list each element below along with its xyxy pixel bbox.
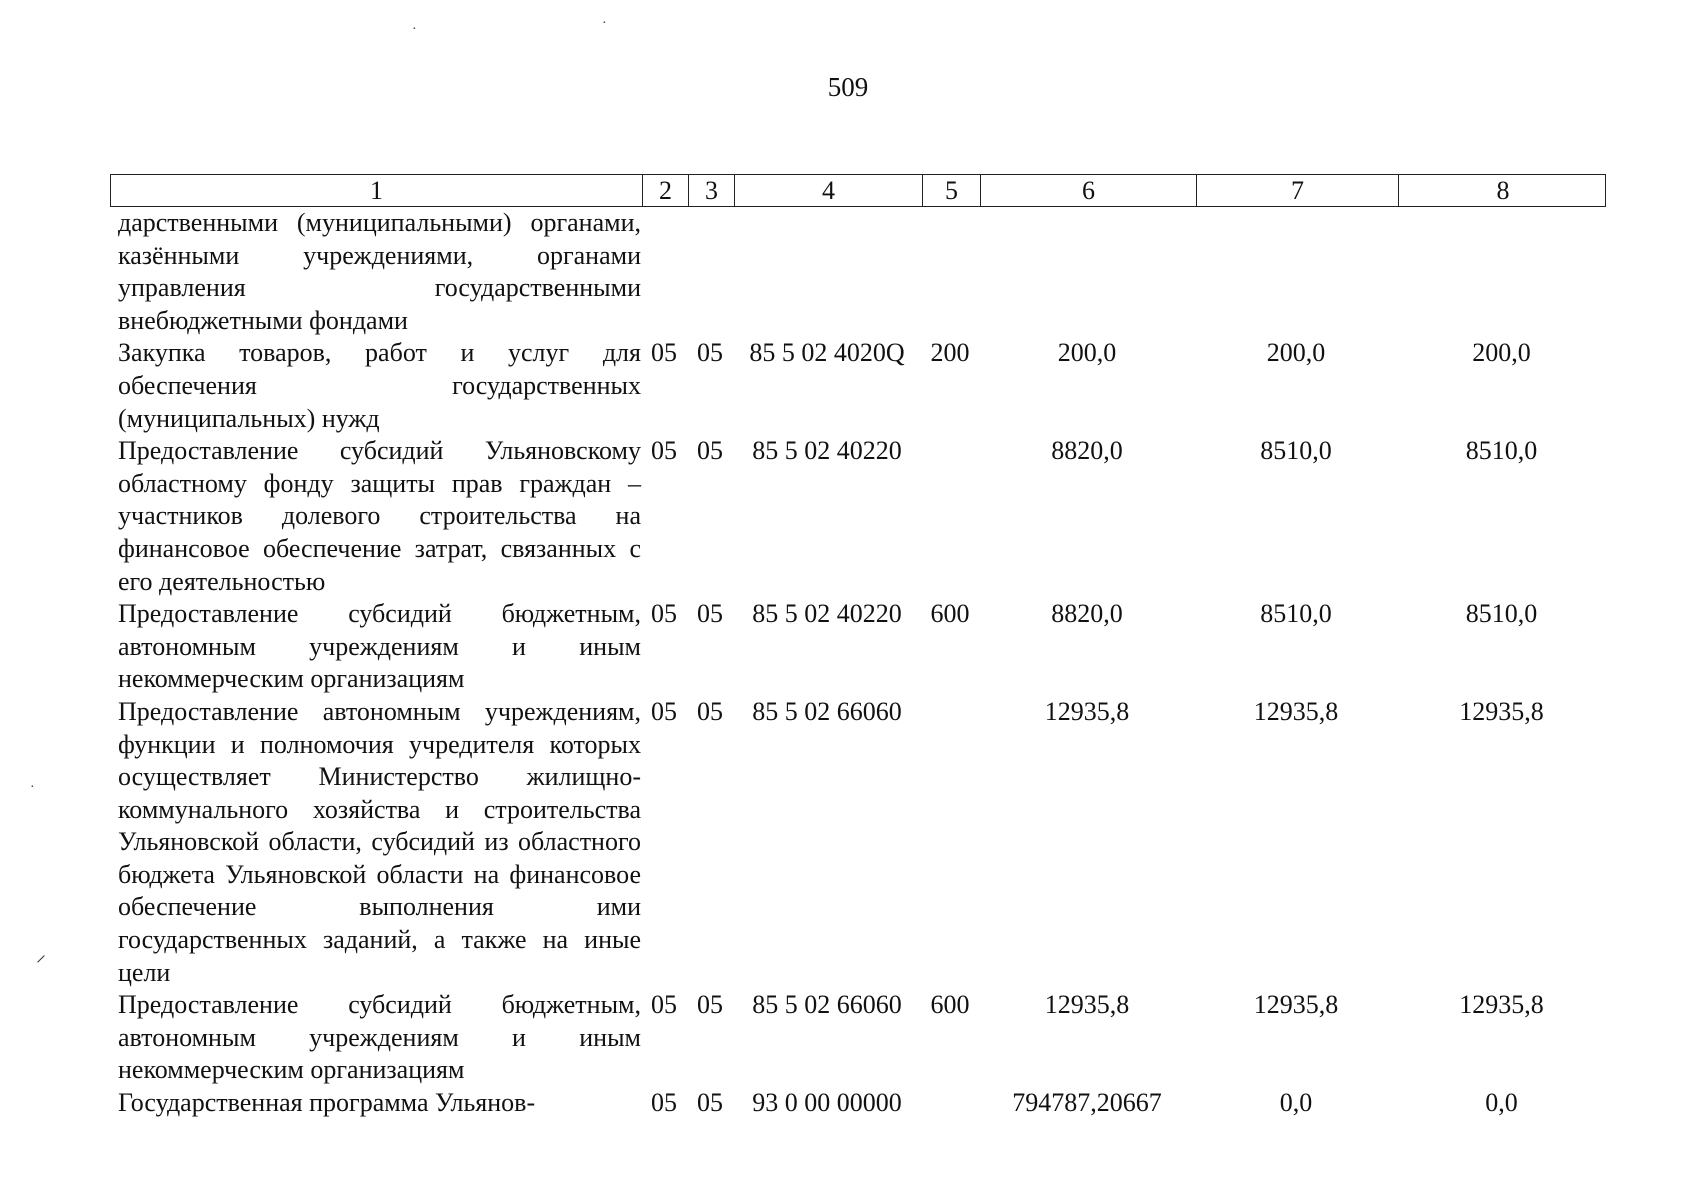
page-number: 509: [827, 72, 869, 102]
row-amount-6: 12935,8: [1044, 696, 1130, 726]
header-cell: 6: [980, 175, 1196, 207]
row-expense-type: 200: [930, 338, 970, 368]
table-row: [110, 1087, 1606, 1120]
scan-speck: ⸝: [36, 944, 46, 966]
row-amount-7: 12935,8: [1253, 696, 1339, 726]
row-name: Предоставление субсидий бюджетным, автономным учреждениям и иным некоммерческим организациям: [118, 599, 641, 694]
row-target-code: 85 5 02 66060: [752, 990, 902, 1020]
row-target-code: [733, 207, 921, 337]
row-subsection: [687, 207, 733, 337]
header-cell: 7: [1196, 175, 1398, 207]
header-cell: 2: [642, 175, 688, 207]
row-amount-8: 12935,8: [1459, 696, 1544, 726]
row-amount-6: 8820,0: [1051, 599, 1123, 629]
row-section: 05: [651, 1088, 677, 1118]
budget-table: [110, 174, 1606, 1120]
row-name: Предоставление субсидий бюджетным, автономным учреждениям и иным некоммерческим организациям: [118, 990, 641, 1085]
row-amount-6: 794787,20667: [1012, 1088, 1162, 1118]
row-section: 05: [651, 436, 677, 466]
row-subsection: 05: [697, 1088, 723, 1118]
row-amount-7: 200,0: [1266, 338, 1326, 368]
row-name: Закупка товаров, работ и услуг для обеспечения государственных (муниципальных) нужд: [118, 338, 641, 433]
row-amount-6: [979, 207, 1195, 337]
row-name: Предоставление субсидий Ульяновскому областному фонду защиты прав граждан – участников долевого строительства на финансовое обеспечение затрат, связанных с его деятельностью: [118, 436, 641, 596]
row-expense-type: 600: [930, 599, 970, 629]
row-subsection: 05: [697, 436, 723, 466]
row-amount-6: 200,0: [1057, 338, 1117, 368]
row-amount-8: 0,0: [1485, 1088, 1518, 1118]
table-row: [110, 696, 1606, 989]
row-amount-7: 12935,8: [1253, 990, 1339, 1020]
table-row: [110, 989, 1606, 1087]
header-cell: 8: [1398, 175, 1607, 207]
row-amount-7: 8510,0: [1260, 436, 1332, 466]
table-header: [110, 174, 1606, 207]
row-subsection: 05: [697, 990, 723, 1020]
row-name: Предоставление автономным учреждениям, функции и полномочия учредителя которых осуществляет Министерство жилищно-коммунального хозяйства и строительства Ульяновской области, субсидий из областного бюджета Ульяновской области на финансовое обеспечение выполнения ими государственных заданий, а также на иные цели: [118, 696, 641, 987]
row-expense-type: [921, 1087, 979, 1120]
table-row: [110, 598, 1606, 696]
row-amount-8: 8510,0: [1465, 599, 1538, 629]
scan-speck: ·: [602, 16, 607, 31]
header-cell: 3: [688, 175, 734, 207]
row-target-code: 93 0 00 00000: [752, 1088, 902, 1118]
row-amount-7: [1195, 207, 1397, 337]
row-section: 05: [651, 599, 677, 629]
row-section: [641, 207, 687, 337]
row-target-code: 85 5 02 4020Q: [749, 338, 905, 368]
table-row: [110, 435, 1606, 598]
row-section: 05: [651, 990, 677, 1020]
row-amount-8: 200,0: [1472, 338, 1531, 368]
row-name: дарственными (муниципальными) органами, казёнными учреждениями, органами управления государственными внебюджетными фондами: [118, 208, 641, 335]
row-section: 05: [651, 696, 677, 726]
row-amount-6: 8820,0: [1051, 436, 1123, 466]
row-expense-type: [921, 207, 979, 337]
row-amount-8: 8510,0: [1465, 436, 1538, 466]
row-amount-8: [1397, 207, 1606, 337]
header-cell: 1: [370, 176, 383, 205]
row-subsection: 05: [697, 599, 723, 629]
table-row: [110, 337, 1606, 435]
row-subsection: 05: [697, 696, 723, 726]
row-subsection: 05: [697, 338, 723, 368]
row-expense-type: 600: [930, 990, 970, 1020]
row-name: Государственная программа Ульянов-: [118, 1088, 536, 1118]
row-amount-8: 12935,8: [1459, 990, 1544, 1020]
scan-speck: ·: [30, 780, 35, 795]
row-target-code: 85 5 02 66060: [752, 696, 902, 726]
row-amount-6: 12935,8: [1044, 990, 1130, 1020]
row-target-code: 85 5 02 40220: [752, 599, 902, 629]
table-row: [110, 207, 1606, 337]
row-amount-7: 0,0: [1279, 1088, 1313, 1118]
header-cell: 5: [922, 175, 980, 207]
row-target-code: 85 5 02 40220: [752, 436, 902, 466]
row-expense-type: [921, 435, 979, 598]
row-section: 05: [651, 338, 677, 368]
row-amount-7: 8510,0: [1260, 599, 1332, 629]
scan-speck: ·: [412, 22, 417, 37]
header-cell: 4: [734, 175, 922, 207]
row-expense-type: [921, 696, 979, 989]
